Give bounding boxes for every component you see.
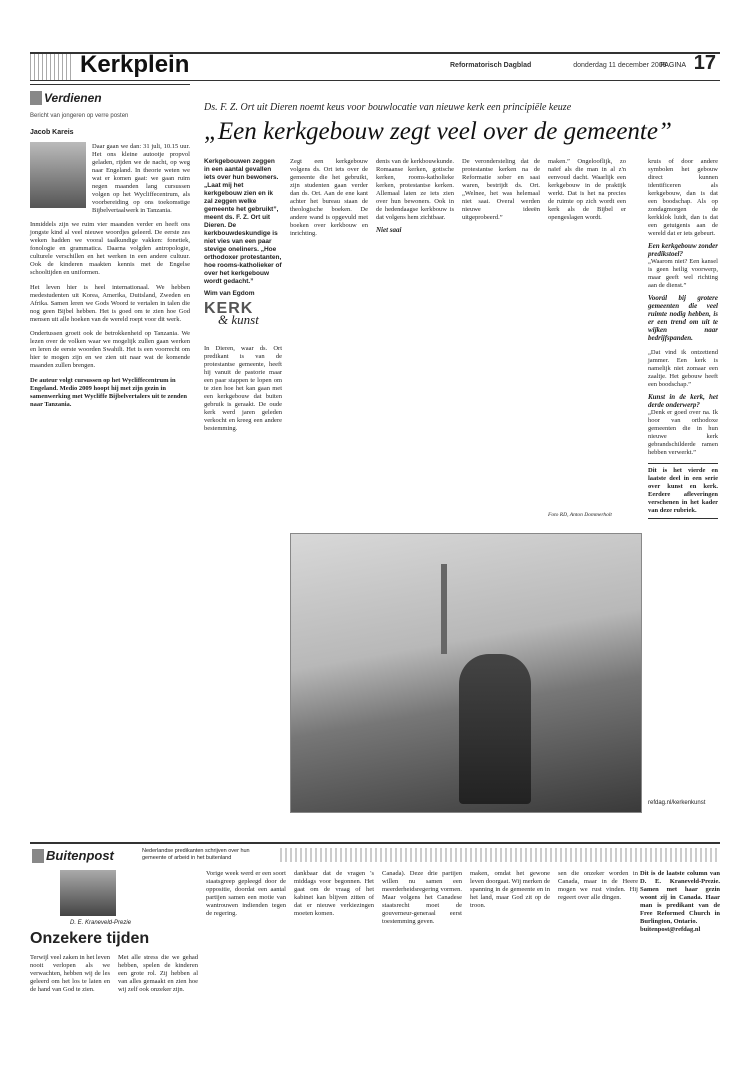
buitenpost-column-4: dankbaar dat de vragen 's middags voor begonnen. Het gaat om de vraag of het kabinet kan blijven zitten of dat er nieuwe verkiezingen moeten komen. bbox=[294, 870, 374, 917]
article-kicker: Ds. F. Z. Ort uit Dieren noemt keus voor bouwlocatie van nieuwe kerk een principiële keuze bbox=[204, 102, 572, 113]
buitenpost-author: D. E. Kraneveld-Prezie bbox=[70, 920, 132, 926]
column-3-text: denis van de kerkbouwkunde. Romaanse kerken, gotische kerken, rooms-katholieke kerken, protestantse kerken. Allemaal laten ze iets zien over hun bewoners. Ook in de hedendaagse kerkbouw is dat volgens hem zichtbaar. bbox=[376, 158, 454, 221]
verdieping-note: De auteur volgt cursussen op het Wycliffecentrum in Engeland. Medio 2009 hoopt hij met zijn gezin in samenwerking met Wycliffe Bijbelvertalers uit te zenden naar Tanzania. bbox=[30, 376, 188, 408]
buitenpost-column-6: maken, omdat het gewone leven doorgaat. Wij merken de spanning in de gemeente en in het land, maar God zit op de troon. bbox=[470, 870, 550, 909]
right-text-3: „Dat vind ik ontzettend jammer. Een kerk is namelijk niet zomaar een zaaltje. Het gebouw heeft een boodschap.” bbox=[648, 349, 718, 388]
photo-link[interactable]: refdag.nl/kerkenkunst bbox=[648, 800, 706, 806]
verdieping-column bbox=[30, 84, 190, 834]
series-note: Dit is het vierde en laatste deel in een serie over kunst en kerk. Eerdere afleveringen verschenen in het kader van deze rubriek. bbox=[648, 463, 718, 519]
buitenpost-note bbox=[640, 870, 720, 934]
author-portrait bbox=[30, 142, 86, 208]
buitenpost-column-1: Terwijl veel zaken in het leven nooit verlopen als we verwachten, hebben wij de les geleerd om het los te laten en de hand van God te zien. bbox=[30, 954, 110, 993]
kerk-en-kunst-logo bbox=[204, 300, 264, 328]
right-text-4: „Denk er goed over na. Ik hoor van orthodoxe gemeenten die in hun nieuwe kerk gebrandschilderde ramen hebben verwerkt.” bbox=[648, 409, 718, 456]
header-pattern bbox=[280, 848, 720, 862]
verdieping-tag: Verdienen bbox=[44, 91, 102, 105]
verdieping-text-1: Daar gaan we dan: 31 juli, 10.15 uur. Het ons kleine autootje propvol geladen, rijden we de nacht, op weg naar Engeland. In theorie weten we wat er komen gaat: we gaan ruim negen maanden lang cursussen volgen op het Wycliffecentrum, als voorbereiding op ons toekomstige Bijbelvertaalwerk in Tanzania. bbox=[92, 142, 190, 214]
verdieping-text-2: Inmiddels zijn we ruim vier maanden verder en heeft ons jongste kind al veel nieuwe woordjes geleerd. De eerste zes weken hadden we vooral taalkundige vakken: fonetiek, fonologie en grammatica. Daarna volgden antropologie, culturele verschillen en het werken in een andere cultuur. Ook de kinderen maakten kennis met de Engelse schooltijden en uniformen. bbox=[30, 221, 190, 276]
article-column-3 bbox=[376, 158, 454, 234]
article-headline: „Een kerkgebouw zegt veel over de gemeente” bbox=[204, 118, 672, 145]
article-byline: Wim van Egdom bbox=[204, 290, 255, 297]
page-label: PAGINA bbox=[660, 62, 686, 69]
article-photo bbox=[290, 533, 642, 813]
verdieping-text-4: Ondertussen groeit ook de betrokkenheid op Tanzania. We lezen over de volken waar we mogelijk zullen gaan werken en leren de eerste woorden Swahili. Het is een voorrecht om hier te mogen zijn en we zien uit naar wat de komende maanden zullen brengen. bbox=[30, 330, 190, 369]
section-logo-icon bbox=[30, 54, 74, 80]
paper-name: Reformatorisch Dagblad bbox=[450, 62, 532, 69]
buitenpost-portrait bbox=[60, 870, 116, 916]
article-intro bbox=[204, 158, 282, 298]
buitenpost-column-5: Canada). Deze drie partijen willen nu samen een meerderheidsregering vormen. Maar volgens het Canadese staatsrecht moet de gouverneur-generaal eerst toestemming geven. bbox=[382, 870, 462, 925]
column-icon bbox=[32, 849, 44, 863]
right-text-1: kruis of door andere symbolen het gebouw direct kunnen identificeren als kerkgebouw, dan is dat een boodschap. Als op zondagmorgen de kerkklok luidt, dan is dat een getuigenis aan de wereld dat er iets gebeurt. bbox=[648, 158, 718, 237]
issue-date: donderdag 11 december 2008 bbox=[573, 62, 667, 69]
photo-credit: Foto RD, Anton Dommerholt bbox=[548, 512, 612, 518]
pastor-figure bbox=[459, 654, 531, 804]
header-meta bbox=[450, 62, 667, 69]
article-column-2: Zegt een kerkgebouw volgens ds. Ort iets over de gemeente die het gebruikt, zijn studenten gaan verder dan ds. Ort. Aan de ene kant achter het bureau staan de theologische boeken. De andere wand is opgevuld met boeken over kerkbouw en inrichting. bbox=[290, 158, 368, 237]
subhead-kunst: Kunst in de kerk, het derde onderwerp? bbox=[648, 393, 718, 409]
column-icon bbox=[30, 91, 42, 105]
subhead-predikstoel: Een kerkgebouw zonder predikstoel? bbox=[648, 242, 718, 258]
buitenpost-contact[interactable]: buitenpost@refdag.nl bbox=[640, 926, 701, 933]
church-spire bbox=[441, 564, 447, 654]
verdieping-subtitle: Bericht van jongeren op verre posten bbox=[30, 113, 129, 119]
subhead-niet-saai: Niet saai bbox=[376, 226, 402, 234]
page-header bbox=[30, 52, 720, 81]
section-title: Kerkplein bbox=[80, 51, 190, 78]
right-text-2: „Waarom niet? Een kansel is geen heilig voorwerp, maar geeft wel richting aan de dienst.” bbox=[648, 258, 718, 289]
buitenpost-description: Nederlandse predikanten schrijven over hun gemeente of arbeid in het buitenland bbox=[142, 848, 250, 861]
buitenpost-header bbox=[30, 842, 720, 868]
buitenpost-column-2: Met alle stress die we gehad hebben, spelen de kinderen een grote rol. Zij hebben al van alles gemaakt en zien hoe wij zelf ook onzeker zijn. bbox=[118, 954, 198, 993]
kerk-logo-word: KERK bbox=[204, 300, 254, 317]
article-column-1: In Dieren, waar ds. Ort predikant is van de protestantse gemeente, heeft hij vanuit de pastorie maar een paar stappen te lopen om te zien hoe het kan gaan met een kerkgebouw dat buiten gebruik is geraakt. De oude kerk werd jaren geleden verkocht en kreeg een andere bestemming. bbox=[204, 345, 282, 432]
intro-text: Kerkgebouwen zeggen in een aantal gevallen iets over hun bewoners. „Laat mij het kerkgebouw zien en ik zal zeggen welke gemeente het gebruikt”, meent ds. F. Z. Ort uit Dieren. De kerkbouwdeskundige is niet vies van een paar stevige oneliners. „Hoe orthodoxer protestanten, hoe rooms-katholieker of over het kerkgebouw wordt gedacht.” bbox=[204, 158, 282, 285]
buitenpost-column-7: sen die onzeker worden in Canada, maar in de Heere mogen we rust vinden. Hij regeert over alle dingen. bbox=[558, 870, 638, 901]
verdieping-header bbox=[30, 84, 190, 111]
page-number: 17 bbox=[693, 52, 716, 74]
buitenpost-column-3: Vorige week werd er een soort staatsgreep gepleegd door de oppositie, doordat een aantal partijen samen een motie van wantrouwen indienden tegen de regering. bbox=[206, 870, 286, 917]
pull-quote: Voorál bij grotere gemeenten die veel ruimte nodig hebben, is er een trend om uit te wijken naar bedrijfspanden. bbox=[648, 294, 718, 342]
verdieping-author: Jacob Kareis bbox=[30, 129, 74, 136]
kunst-logo-word: & kunst bbox=[218, 312, 259, 327]
buitenpost-note-text: Dit is de laatste column van D. E. Kraneveld-Prezie. Samen met haar gezin woont zij in Canada. Haar man is predikant van de Free Reformed Church in Burlington, Ontario. bbox=[640, 870, 720, 925]
article-right-column bbox=[648, 158, 718, 519]
buitenpost-title: Onzekere tijden bbox=[30, 930, 150, 947]
verdieping-text-3: Het leven hier is heel internationaal. We hebben medestudenten uit Korea, Amerika, Duitsland, Zweden en Afrika. Samen leren we Gods Woord te vertalen in talen die nog geen Bijbel hebben. Het is goed om te zien hoe God mensen uit alle hoeken van de wereld roept voor dit werk. bbox=[30, 283, 190, 323]
article-column-4: De verondersteling dat de protestantse kerken na de Reformatie sober en saai waren, bestrijdt ds. Ort. „Welnee, het was helemaal niet saai. Overal werden nieuwe ideeën uitgeprobeerd.” bbox=[462, 158, 540, 221]
buitenpost-tag: Buitenpost bbox=[46, 848, 114, 863]
article-column-5: maken.” Ongelooflijk, zo naïef als die man in al z'n eenvoud dacht. Waarlijk een kerkgebouw in de praktijk werkt. Dat is het na precies de ruimte op zich wordt een kerk als de Bijbel er opengeslagen wordt. bbox=[548, 158, 626, 221]
